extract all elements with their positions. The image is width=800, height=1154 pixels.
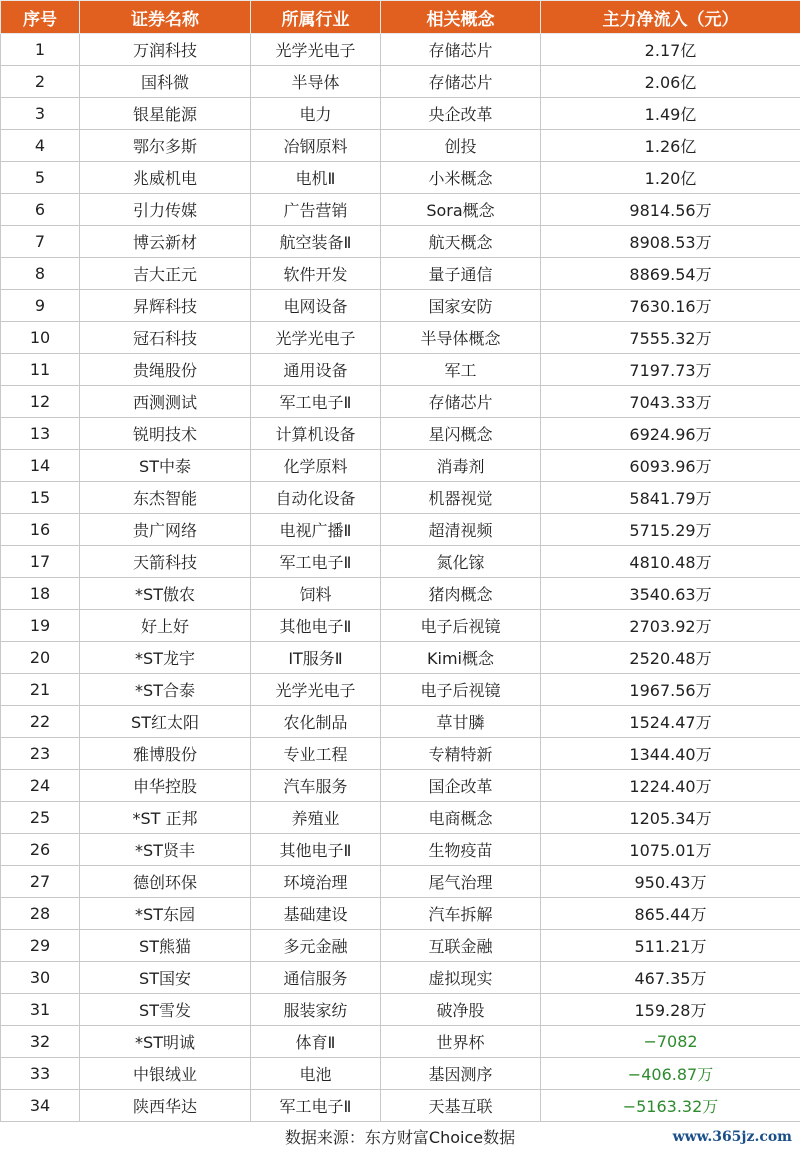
cell-serial: 34 <box>1 1090 80 1122</box>
cell-concept: 尾气治理 <box>381 866 541 898</box>
cell-security-name: *ST傲农 <box>80 578 251 610</box>
table-row <box>1 514 800 546</box>
cell-security-name: 陕西华达 <box>80 1090 251 1122</box>
cell-security-name: 中银绒业 <box>80 1058 251 1090</box>
cell-security-name: 西测测试 <box>80 386 251 418</box>
cell-concept: 小米概念 <box>381 162 541 194</box>
header-net-inflow: 主力净流入（元） <box>541 1 800 34</box>
cell-industry: 农化制品 <box>251 706 381 738</box>
cell-serial: 5 <box>1 162 80 194</box>
cell-security-name: 引力传媒 <box>80 194 251 226</box>
cell-concept: 航天概念 <box>381 226 541 258</box>
cell-security-name: 银星能源 <box>80 98 251 130</box>
cell-industry: 电网设备 <box>251 290 381 322</box>
cell-net-inflow: 5715.29万 <box>541 514 800 546</box>
cell-concept: 存储芯片 <box>381 34 541 66</box>
cell-industry: 自动化设备 <box>251 482 381 514</box>
cell-security-name: ST国安 <box>80 962 251 994</box>
cell-concept: 超清视频 <box>381 514 541 546</box>
cell-security-name: ST雪发 <box>80 994 251 1026</box>
cell-net-inflow: 2.17亿 <box>541 34 800 66</box>
table-row <box>1 674 800 706</box>
cell-concept: 消毒剂 <box>381 450 541 482</box>
cell-concept: Kimi概念 <box>381 642 541 674</box>
table-row <box>1 1058 800 1090</box>
cell-serial: 10 <box>1 322 80 354</box>
cell-serial: 3 <box>1 98 80 130</box>
cell-security-name: 德创环保 <box>80 866 251 898</box>
table-row <box>1 386 800 418</box>
cell-net-inflow: 1.26亿 <box>541 130 800 162</box>
table-row <box>1 898 800 930</box>
cell-serial: 14 <box>1 450 80 482</box>
cell-serial: 30 <box>1 962 80 994</box>
cell-security-name: *ST明诚 <box>80 1026 251 1058</box>
cell-industry: 军工电子Ⅱ <box>251 546 381 578</box>
cell-concept: 星闪概念 <box>381 418 541 450</box>
cell-serial: 20 <box>1 642 80 674</box>
table-row <box>1 290 800 322</box>
cell-security-name: 冠石科技 <box>80 322 251 354</box>
cell-net-inflow: 7197.73万 <box>541 354 800 386</box>
cell-industry: 广告营销 <box>251 194 381 226</box>
cell-security-name: 鄂尔多斯 <box>80 130 251 162</box>
cell-security-name: *ST东园 <box>80 898 251 930</box>
cell-concept: 草甘膦 <box>381 706 541 738</box>
cell-concept: 互联金融 <box>381 930 541 962</box>
cell-net-inflow: 5841.79万 <box>541 482 800 514</box>
data-source-note: 数据来源：东方财富Choice数据 <box>284 1128 516 1147</box>
cell-net-inflow: 8908.53万 <box>541 226 800 258</box>
cell-security-name: 雅博股份 <box>80 738 251 770</box>
cell-concept: 氮化镓 <box>381 546 541 578</box>
cell-net-inflow: 6924.96万 <box>541 418 800 450</box>
cell-industry: 基础建设 <box>251 898 381 930</box>
cell-concept: 电商概念 <box>381 802 541 834</box>
cell-security-name: ST中泰 <box>80 450 251 482</box>
cell-serial: 25 <box>1 802 80 834</box>
cell-concept: 生物疫苗 <box>381 834 541 866</box>
cell-net-inflow: 2.06亿 <box>541 66 800 98</box>
cell-serial: 26 <box>1 834 80 866</box>
cell-serial: 24 <box>1 770 80 802</box>
cell-industry: 电机Ⅱ <box>251 162 381 194</box>
cell-concept: 存储芯片 <box>381 386 541 418</box>
cell-net-inflow: 8869.54万 <box>541 258 800 290</box>
cell-security-name: 国科微 <box>80 66 251 98</box>
table-row <box>1 34 800 66</box>
cell-industry: 汽车服务 <box>251 770 381 802</box>
cell-security-name: ST红太阳 <box>80 706 251 738</box>
cell-serial: 13 <box>1 418 80 450</box>
cell-net-inflow: 1224.40万 <box>541 770 800 802</box>
cell-industry: IT服务Ⅱ <box>251 642 381 674</box>
table-row <box>1 770 800 802</box>
cell-concept: 存储芯片 <box>381 66 541 98</box>
cell-net-inflow: 159.28万 <box>541 994 800 1026</box>
cell-net-inflow: −7082 <box>541 1026 800 1058</box>
cell-net-inflow: 865.44万 <box>541 898 800 930</box>
cell-concept: 汽车拆解 <box>381 898 541 930</box>
cell-concept: 国家安防 <box>381 290 541 322</box>
cell-serial: 32 <box>1 1026 80 1058</box>
cell-serial: 29 <box>1 930 80 962</box>
table-row <box>1 1090 800 1122</box>
table-row <box>1 802 800 834</box>
cell-net-inflow: 1524.47万 <box>541 706 800 738</box>
cell-industry: 饲料 <box>251 578 381 610</box>
cell-industry: 其他电子Ⅱ <box>251 610 381 642</box>
table-row <box>1 1026 800 1058</box>
cell-security-name: 锐明技术 <box>80 418 251 450</box>
cell-serial: 19 <box>1 610 80 642</box>
cell-industry: 软件开发 <box>251 258 381 290</box>
cell-security-name: *ST贤丰 <box>80 834 251 866</box>
table-footer <box>0 1121 800 1154</box>
cell-net-inflow: 9814.56万 <box>541 194 800 226</box>
table-row <box>1 482 800 514</box>
cell-net-inflow: 7043.33万 <box>541 386 800 418</box>
cell-net-inflow: 7555.32万 <box>541 322 800 354</box>
table-row <box>1 162 800 194</box>
cell-industry: 通信服务 <box>251 962 381 994</box>
cell-concept: 创投 <box>381 130 541 162</box>
cell-industry: 航空装备Ⅱ <box>251 226 381 258</box>
cell-serial: 8 <box>1 258 80 290</box>
table-row <box>1 930 800 962</box>
cell-serial: 6 <box>1 194 80 226</box>
cell-concept: 基因测序 <box>381 1058 541 1090</box>
cell-industry: 计算机设备 <box>251 418 381 450</box>
cell-net-inflow: 511.21万 <box>541 930 800 962</box>
cell-net-inflow: 2520.48万 <box>541 642 800 674</box>
header-serial: 序号 <box>1 1 80 34</box>
cell-industry: 军工电子Ⅱ <box>251 386 381 418</box>
site-watermark: www.365jz.com <box>672 1129 792 1145</box>
table-row <box>1 578 800 610</box>
table-row <box>1 834 800 866</box>
table-body <box>1 34 800 1122</box>
cell-concept: 天基互联 <box>381 1090 541 1122</box>
cell-net-inflow: 7630.16万 <box>541 290 800 322</box>
cell-security-name: 贵绳股份 <box>80 354 251 386</box>
cell-serial: 11 <box>1 354 80 386</box>
cell-concept: 军工 <box>381 354 541 386</box>
cell-net-inflow: 2703.92万 <box>541 610 800 642</box>
table-row <box>1 66 800 98</box>
header-industry: 所属行业 <box>251 1 381 34</box>
cell-concept: 半导体概念 <box>381 322 541 354</box>
cell-serial: 18 <box>1 578 80 610</box>
table-row <box>1 354 800 386</box>
cell-industry: 养殖业 <box>251 802 381 834</box>
cell-serial: 21 <box>1 674 80 706</box>
table-row <box>1 738 800 770</box>
table-row <box>1 322 800 354</box>
table-row <box>1 962 800 994</box>
table-row <box>1 706 800 738</box>
cell-industry: 电视广播Ⅱ <box>251 514 381 546</box>
cell-security-name: *ST 正邦 <box>80 802 251 834</box>
cell-security-name: 万润科技 <box>80 34 251 66</box>
cell-security-name: 天箭科技 <box>80 546 251 578</box>
cell-industry: 光学光电子 <box>251 322 381 354</box>
cell-serial: 2 <box>1 66 80 98</box>
cell-concept: 国企改革 <box>381 770 541 802</box>
table-row <box>1 194 800 226</box>
cell-industry: 电池 <box>251 1058 381 1090</box>
table-row <box>1 450 800 482</box>
cell-serial: 7 <box>1 226 80 258</box>
table-header-row <box>1 1 800 34</box>
cell-net-inflow: −5163.32万 <box>541 1090 800 1122</box>
cell-serial: 17 <box>1 546 80 578</box>
cell-security-name: 申华控股 <box>80 770 251 802</box>
cell-industry: 光学光电子 <box>251 674 381 706</box>
cell-industry: 光学光电子 <box>251 34 381 66</box>
cell-net-inflow: 467.35万 <box>541 962 800 994</box>
cell-concept: 央企改革 <box>381 98 541 130</box>
header-security-name: 证券名称 <box>80 1 251 34</box>
cell-security-name: *ST合泰 <box>80 674 251 706</box>
cell-security-name: ST熊猫 <box>80 930 251 962</box>
cell-concept: 猪肉概念 <box>381 578 541 610</box>
table-row <box>1 226 800 258</box>
cell-concept: 机器视觉 <box>381 482 541 514</box>
cell-industry: 多元金融 <box>251 930 381 962</box>
cell-net-inflow: 1075.01万 <box>541 834 800 866</box>
cell-security-name: 吉大正元 <box>80 258 251 290</box>
cell-security-name: 博云新材 <box>80 226 251 258</box>
cell-concept: 世界杯 <box>381 1026 541 1058</box>
cell-serial: 28 <box>1 898 80 930</box>
header-concept: 相关概念 <box>381 1 541 34</box>
cell-industry: 军工电子Ⅱ <box>251 1090 381 1122</box>
cell-serial: 22 <box>1 706 80 738</box>
cell-industry: 化学原料 <box>251 450 381 482</box>
cell-net-inflow: 1.49亿 <box>541 98 800 130</box>
cell-serial: 16 <box>1 514 80 546</box>
cell-security-name: 兆威机电 <box>80 162 251 194</box>
cell-industry: 冶钢原料 <box>251 130 381 162</box>
table-row <box>1 418 800 450</box>
cell-industry: 电力 <box>251 98 381 130</box>
cell-net-inflow: 1205.34万 <box>541 802 800 834</box>
cell-industry: 体育Ⅱ <box>251 1026 381 1058</box>
cell-concept: 虚拟现实 <box>381 962 541 994</box>
cell-serial: 15 <box>1 482 80 514</box>
cell-net-inflow: 1.20亿 <box>541 162 800 194</box>
cell-concept: 量子通信 <box>381 258 541 290</box>
cell-serial: 1 <box>1 34 80 66</box>
cell-industry: 服装家纺 <box>251 994 381 1026</box>
cell-industry: 半导体 <box>251 66 381 98</box>
cell-net-inflow: 3540.63万 <box>541 578 800 610</box>
cell-concept: 电子后视镜 <box>381 674 541 706</box>
cell-net-inflow: 1344.40万 <box>541 738 800 770</box>
cell-net-inflow: −406.87万 <box>541 1058 800 1090</box>
cell-serial: 4 <box>1 130 80 162</box>
cell-security-name: 东杰智能 <box>80 482 251 514</box>
cell-security-name: 贵广网络 <box>80 514 251 546</box>
cell-concept: 电子后视镜 <box>381 610 541 642</box>
cell-concept: 专精特新 <box>381 738 541 770</box>
cell-security-name: *ST龙宇 <box>80 642 251 674</box>
cell-industry: 专业工程 <box>251 738 381 770</box>
table-row <box>1 98 800 130</box>
table-row <box>1 866 800 898</box>
table-row <box>1 642 800 674</box>
table-row <box>1 610 800 642</box>
table-row <box>1 546 800 578</box>
cell-concept: 破净股 <box>381 994 541 1026</box>
cell-serial: 12 <box>1 386 80 418</box>
table-row <box>1 994 800 1026</box>
table-row <box>1 258 800 290</box>
cell-security-name: 昇辉科技 <box>80 290 251 322</box>
cell-serial: 9 <box>1 290 80 322</box>
cell-industry: 环境治理 <box>251 866 381 898</box>
cell-industry: 通用设备 <box>251 354 381 386</box>
cell-serial: 23 <box>1 738 80 770</box>
cell-net-inflow: 6093.96万 <box>541 450 800 482</box>
cell-serial: 27 <box>1 866 80 898</box>
cell-serial: 31 <box>1 994 80 1026</box>
cell-serial: 33 <box>1 1058 80 1090</box>
table-row <box>1 130 800 162</box>
cell-net-inflow: 950.43万 <box>541 866 800 898</box>
cell-net-inflow: 4810.48万 <box>541 546 800 578</box>
cell-concept: Sora概念 <box>381 194 541 226</box>
cell-security-name: 好上好 <box>80 610 251 642</box>
cell-industry: 其他电子Ⅱ <box>251 834 381 866</box>
cell-net-inflow: 1967.56万 <box>541 674 800 706</box>
